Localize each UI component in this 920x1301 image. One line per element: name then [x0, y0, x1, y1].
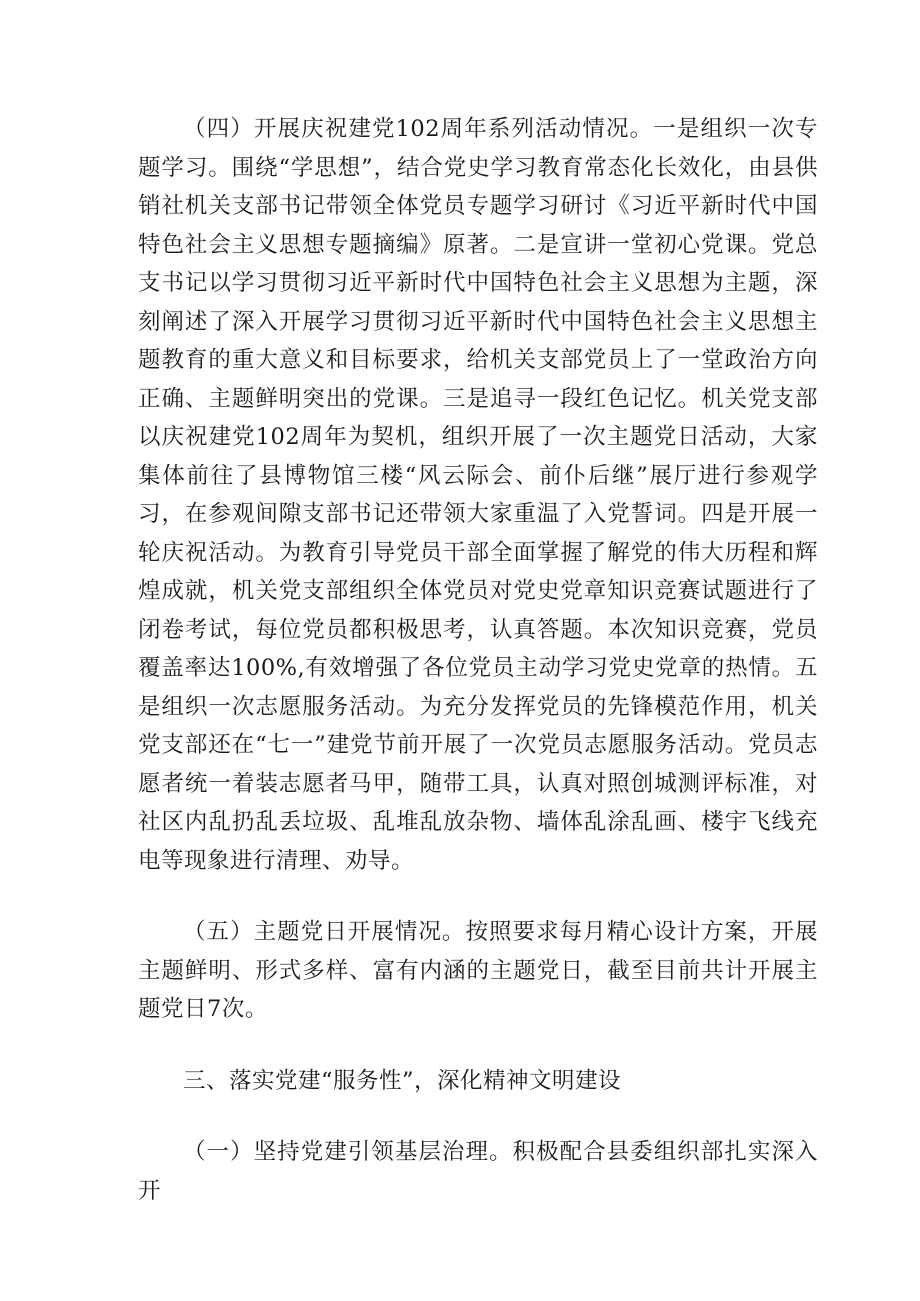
paragraph-theme-party-day: （五）主题党日开展情况。按照要求每月精心设计方案，开展主题鲜明、形式多样、富有内涵的主题党日，截至目前共计开展主题党日7次。: [138, 919, 818, 1022]
section-heading-three: 三、落实党建“服务性”，深化精神文明建设: [183, 1067, 622, 1094]
paragraph-grassroots-governance: （一）坚持党建引领基层治理。积极配合县委组织部扎实深入开: [138, 1139, 818, 1204]
document-body: [138, 110, 818, 1210]
paragraph-party-anniversary-activities: （四）开展庆祝建党102周年系列活动情况。一是组织一次专题学习。围绕“学思想”，结合党史学习教育常态化长效化，由县供销社机关支部书记带领全体党员专题学习研讨《习近平新时代中国特色社会主义思想专题摘编》原著。二是宣讲一堂初心党课。党总支书记以学习贯彻习近平新时代中国特色社会主义思想为主题，深刻阐述了深入开展学习贯彻习近平新时代中国特色社会主义思想主题教育的重大意义和目标要求，给机关支部党员上了一堂政治方向正确、主题鲜明突出的党课。三是追寻一段红色记忆。机关党支部以庆祝建党102周年为契机，组织开展了一次主题党日活动，大家集体前往了县博物馆三楼“风云际会、前仆后继”展厅进行参观学习，在参观间隙支部书记还带领大家重温了入党誓词。四是开展一轮庆祝活动。为教育引导党员干部全面掌握了解党的伟大历程和辉煌成就，机关党支部组织全体党员对党史党章知识竞赛试题进行了闭卷考试，每位党员都积极思考，认真答题。本次知识竞赛，党员覆盖率达100%,有效增强了各位党员主动学习党史党章的热情。五是组织一次志愿服务活动。为充分发挥党员的先锋模范作用，机关党支部还在“七一”建党节前开展了一次党员志愿服务活动。党员志愿者统一着装志愿者马甲，随带工具，认真对照创城测评标准，对社区内乱扔乱丢垃圾、乱堆乱放杂物、墙体乱涂乱画、楼宇飞线充电等现象进行清理、劝导。: [138, 116, 818, 874]
